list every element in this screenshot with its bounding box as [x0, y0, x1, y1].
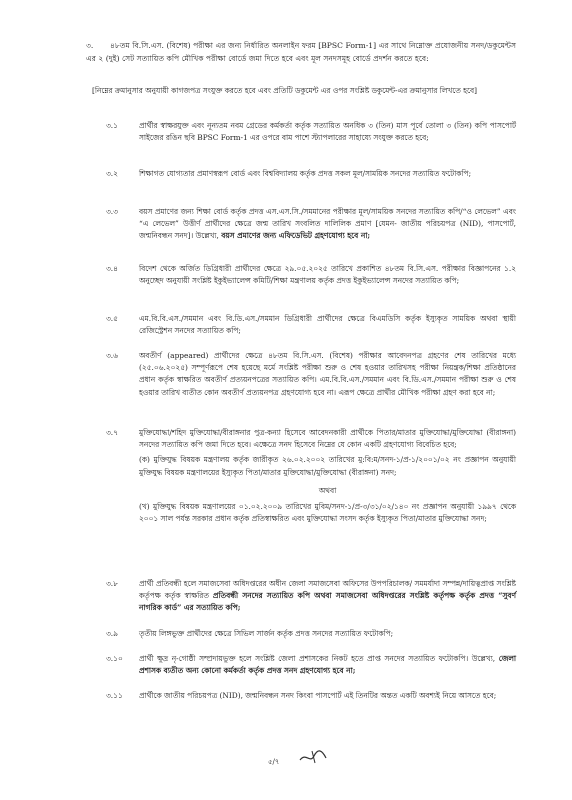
item-text: বয়স প্রমাণের জন্য শিক্ষা বোর্ড কর্তৃক প্রদত্ত এস.এস.সি./সমমানের পরীক্ষার মূল/সাময়িক সনদের সত্যায়িত কপি/“ও লেভেল” এবং “এ লেভেল” উত্তীর্ণ প্রার্থীদের ক্ষেত্রে জন্ম তারিখ সংবলিত দালিলিক প্রমাণ [যেমন- জাতীয় পরিচয়পত্র (NID), পাসপোর্ট, জন্মনিবন্ধন সনদ]। উল্লেখ্য,: [139, 207, 516, 241]
list-item-3-3: [106, 206, 516, 243]
item-number: ৩.৩: [106, 207, 118, 216]
item-text: বিদেশ থেকে অর্জিত ডিগ্রিধারী প্রার্থীদের ক্ষেত্রে ২৯.০৫.২০২৫ তারিখে প্রকাশিত ৪৮তম বি.সি.এস. পরীক্ষার বিজ্ঞাপনের ১.২ অনুচ্ছেদ অনুযায়ী সংশ্লিষ্ট ইকুইভ্যালেন্স কমিটি/শিক্ষা মন্ত্রণালয় কর্তৃক প্রদত্ত ইকুইভ্যালেন্স সনদের সত্যায়িত কপি;: [139, 264, 516, 286]
section-text: ৪৮তম বি.সি.এস. (বিশেষ) পরীক্ষা এর জন্য নির্ধারিত অনলাইন ফরম [BPSC Form-1] এর সাথে নিম্নোক্ত প্রযোজনীয় সনদ/ডকুমেন্টস এর ২ (দুই) সেট সত্যায়িত কপি মৌখিক পরীক্ষা বোর্ডে জমা দিতে হবে এবং মূল সনদসমূহ বোর্ডে প্রদর্শন করতে হবে:: [86, 41, 516, 63]
item-number: ৩.৭: [106, 428, 118, 437]
item-number: ৩.৮: [106, 579, 118, 588]
item-text-block: [139, 578, 516, 615]
list-item-3-1: [106, 120, 516, 144]
list-item-3-10: [106, 653, 516, 677]
item-bold-text: বয়স প্রমাণের জন্য এফিডেভিট গ্রহণযোগ্য হবে না;: [221, 231, 371, 241]
section-number: ৩.: [86, 41, 94, 50]
list-item-3-7: [106, 427, 516, 525]
signature-mark-icon: [298, 748, 328, 766]
item-bold-text: প্রতিবন্ধী সনদের সত্যায়িত কপি অথবা সমাজসেবা অধিদপ্তরের সংশ্লিষ্ট কর্তৃপক্ষ কর্তৃক প্রদত্ত “সুবর্ণ নাগরিক কার্ড” এর সত্যায়িত কপি;: [139, 591, 516, 613]
item-text-block: [139, 427, 516, 525]
item-number: ৩.১: [106, 121, 118, 130]
item-text-block: [139, 206, 516, 243]
list-item-3-6: [106, 350, 516, 399]
item-number: ৩.৬: [106, 351, 118, 360]
item-bold-text: জেলা প্রশাসক ব্যতীত অন্য কোনো কর্মকর্তা কর্তৃক প্রদত্ত সনদ গ্রহণযোগ্য হবে না;: [139, 654, 516, 676]
item-text: অবতীর্ণ (appeared) প্রার্থীদের ক্ষেত্রে ৪৮তম বি.সি.এস. (বিশেষ) পরীক্ষার আবেদনপত্র গ্রহণের শেষ তারিখের মধ্যে (২৫.০৬.২০২৫) সম্পূর্ণরূপে শেষ হয়েছে মর্মে সংশ্লিষ্ট পরীক্ষা শুরু ও শেষ হওয়ার তারিখসহ পরীক্ষা নিয়ন্ত্রক/শিক্ষা প্রতিষ্ঠানের প্রধান কর্তৃক স্বাক্ষরিত অবতীর্ণ প্রত্যয়নপত্রের সত্যায়িত কপি। এম.বি.বি.এস./সমমান এবং বি.ডি.এস./সমমান পরীক্ষা শুরু ও শেষ হওয়ার তারিখ ব্যতীত কোন অবতীর্ণ প্রত্যয়নপত্র গ্রহণযোগ্য হবে না। এরূপ ক্ষেত্রে প্রার্থীর মৌখিক পরীক্ষা গ্রহণ করা হবে না;: [139, 351, 516, 397]
item-number: ৩.৪: [106, 264, 118, 273]
ordering-note: [নিম্নের ক্রমানুসার অনুযায়ী কাগজপত্র সংযুক্ত করতে হবে এবং প্রতিটি ডকুমেন্ট এর ওপর সংশ্লিষ্ট ডকুমেন্ট-এর ক্রমানুসার লিখতে হবে]: [92, 86, 477, 95]
item-sub-b: (খ) মুক্তিযুদ্ধ বিষয়ক মন্ত্রণালয়ের ০১.০২.২০০৯ তারিখের মুবিম/সনদ-১/প্র-৩/৩১/০২/১৪০ নং প্রজ্ঞাপন অনুযায়ী ১৯৯৭ থেকে ২০০১ সাল পর্যন্ত সরকার প্রধান কর্তৃক প্রতিস্বাক্ষরিত এবং মুক্তিযোদ্ধা সংসদ কর্তৃক ইস্যুকৃত পিতা/মাতার মুক্তিযোদ্ধা সনদ;: [139, 502, 516, 524]
item-text: মুক্তিযোদ্ধা/শহিদ মুক্তিযোদ্ধা/বীরাঙ্গনার পুত্র-কন্যা হিসেবে আবেদনকারী প্রার্থীকে পিতার/মাতার মুক্তিযোদ্ধা/মুক্তিযোদ্ধা (বীরাঙ্গনা) সনদের সত্যায়িত কপি জমা দিতে হবে। এক্ষেত্রে সনদ হিসেবে নিম্নের যে কোন একটি গ্রহণযোগ্য বিবেচিত হবে;: [139, 428, 516, 450]
list-item-3-9: [106, 628, 516, 640]
list-item-3-2: [106, 168, 516, 180]
item-text: এম.বি.বি.এস./সমমান এবং বি.ডি.এস./সমমান ডিগ্রিধারী প্রার্থীদের ক্ষেত্রে বিএমডিসি কর্তৃক ইস্যুকৃত সাময়িক অথবা স্থায়ী রেজিস্ট্রেশন সনদের সত্যায়িত কপি;: [139, 314, 516, 336]
list-item-3-5: [106, 313, 516, 337]
item-number: ৩.১০: [106, 654, 123, 663]
list-item-3-4: [106, 263, 516, 287]
item-number: ৩.২: [106, 169, 118, 178]
item-text: প্রার্থীকে জাতীয় পরিচয়পত্র (NID), জন্মনিবন্ধন সনদ কিংবা পাসপোর্ট এই তিনটির অন্তত একটি অবশ্যই নিয়ে আসতে হবে;: [139, 691, 497, 700]
item-number: ৩.৫: [106, 314, 118, 323]
item-text: শিক্ষাগত যোগ্যতার প্রমাণস্বরূপ বোর্ড এবং বিশ্ববিদ্যালয় কর্তৃক প্রদত্ত সকল মূল/সাময়িক সনদের সত্যায়িত ফটোকপি;: [139, 169, 472, 178]
item-number: ৩.১১: [106, 691, 123, 700]
item-sub-a: (ক) মুক্তিযুদ্ধ বিষয়ক মন্ত্রণালয় কর্তৃক জারীকৃত ২৬.০২.২০০২ তারিখের মু:বি:ম/সনদ-১/প্র-১/২০০১/০২ নং প্রজ্ঞাপন অনুযায়ী মুক্তিযুদ্ধ বিষয়ক মন্ত্রণালয়ের ইস্যুকৃত পিতা/মাতার মুক্তিযোদ্ধা/মুক্তিযোদ্ধা (বীরাঙ্গনা) সনদ;: [139, 455, 516, 477]
list-item-3-11: [106, 690, 516, 702]
item-text-block: [139, 653, 516, 677]
item-text: প্রার্থী ক্ষুদ্র নৃ-গোষ্ঠী সম্প্রদায়ভুক্ত হলে সংশ্লিষ্ট জেলা প্রশাসকের নিকট হতে প্রাপ্ত সনদের সত্যায়িত ফটোকপি। উল্লেখ্য,: [139, 654, 496, 663]
section-heading: [86, 40, 516, 65]
item-text: প্রার্থীর স্বাক্ষরযুক্ত এবং নূন্যতম নবম গ্রেডের কর্মকর্তা কর্তৃক সত্যায়িত অনধিক ৩ (তিন) মাস পূর্বে তোলা ৩ (তিন) কপি পাসপোর্ট সাইজের রঙিন ছবি BPSC Form-1 এর ওপরে বাম পাশে স্ট্যাপলারের সাহায্যে সংযুক্ত করতে হবে;: [139, 121, 516, 143]
item-number: ৩.৯: [106, 629, 118, 638]
or-separator: অথবা: [318, 485, 337, 495]
item-text: তৃতীয় লিঙ্গভুক্ত প্রার্থীদের ক্ষেত্রে সিভিল সার্জন কর্তৃক প্রদত্ত সনদের সত্যায়িত ফটোকপি;: [139, 629, 394, 638]
item-text: প্রার্থী প্রতিবন্ধী হলে সমাজসেবা অধিদপ্তরের অধীন জেলা সমাজসেবা অফিসের উপপরিচালক/ সমমর্যাদা সম্পন্ন/দায়িত্বপ্রাপ্ত সংশ্লিষ্ট কর্তৃপক্ষ কর্তৃক স্বাক্ষরিত: [139, 579, 516, 601]
page-number: ৫/৭: [268, 758, 280, 766]
list-item-3-8: [106, 578, 516, 615]
